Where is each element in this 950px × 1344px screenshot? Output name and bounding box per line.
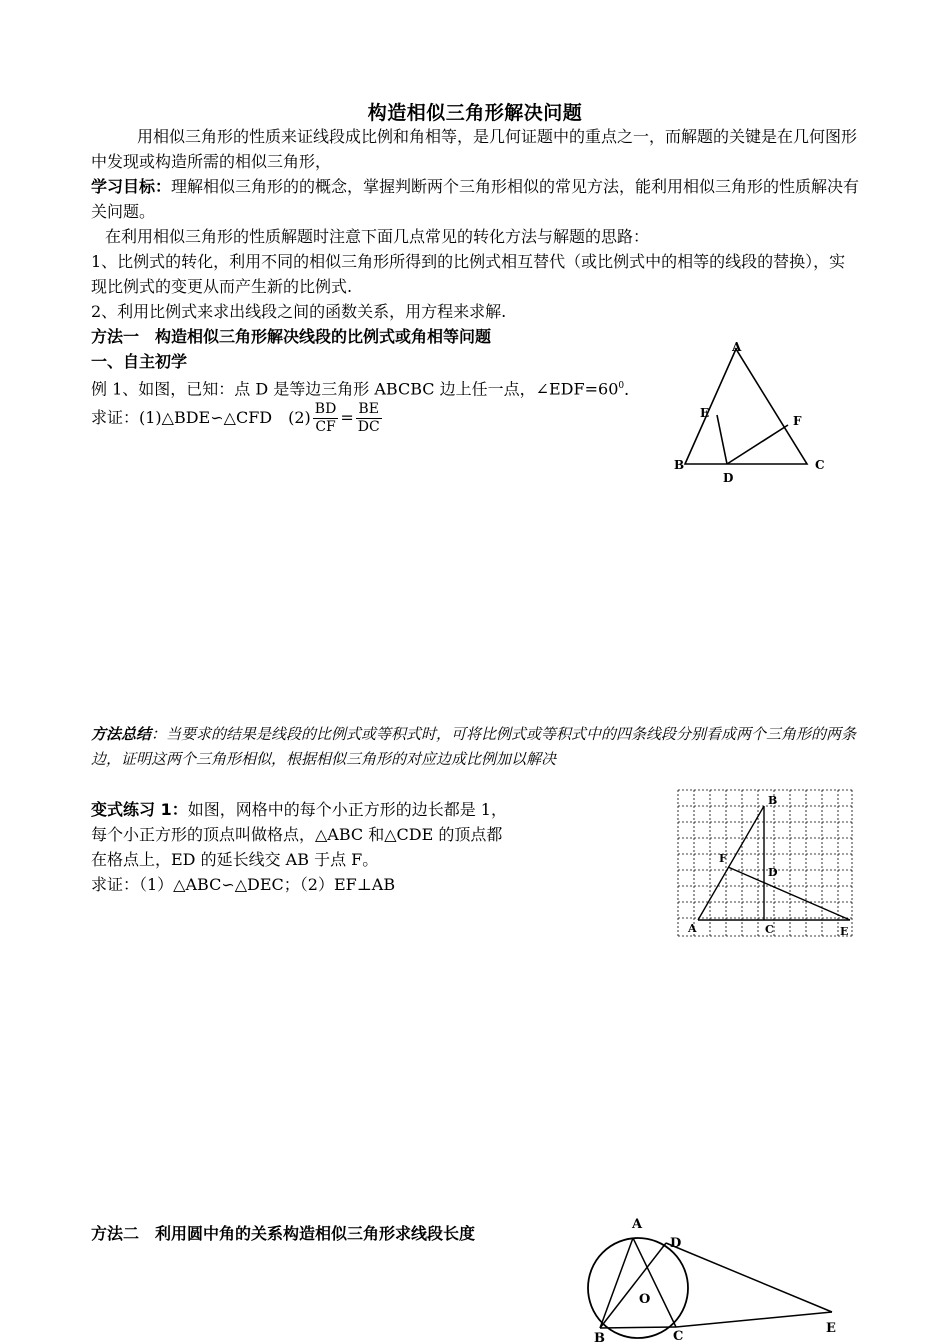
fig2-label-d: D <box>768 866 778 879</box>
equilateral-triangle-figure <box>665 335 840 495</box>
fig2-label-a: A <box>688 922 697 935</box>
fraction-bd-cf <box>313 401 339 436</box>
section-1-heading: 一、自主初学 <box>91 352 188 371</box>
method-1-heading: 方法一 构造相似三角形解决线段的比例式或角相等问题 <box>91 327 492 346</box>
variant-exercise-1 <box>91 797 611 897</box>
goal-label: 学习目标： <box>91 177 172 196</box>
prove-label: 求证：(1)△BDE∽△CFD (2) <box>91 408 311 427</box>
example-1-end: ． <box>624 379 641 399</box>
fig3-label-c: C <box>673 1329 684 1344</box>
fraction-2-numerator: BE <box>356 401 382 419</box>
summary-text: ：当要求的结果是线段的比例式或等积式时，可将比例式或等积式中的四条线段分别看成两个三角形的两条边，证明这两个三角形相似，根据相似三角形的对应边成比例加以解决 <box>91 725 857 768</box>
variant-line-4: 求证：（1）△ABC∽△DEC；（2）EF⊥AB <box>91 875 396 894</box>
fraction-1-denominator: CF <box>315 419 336 435</box>
fig1-label-b: B <box>674 458 685 472</box>
circle-figure <box>580 1208 850 1344</box>
example-1-text: 例 1、如图，已知：点 D 是等边三角形 ABCBC 边上任一点，∠EDF=60 <box>91 379 619 399</box>
tip-intro: 在利用相似三角形的性质解题时注意下面几点常见的转化方法与解题的思路： <box>105 227 650 246</box>
fig3-label-a: A <box>632 1217 643 1232</box>
equals-sign: = <box>340 408 354 427</box>
fig1-label-f: F <box>793 414 802 428</box>
fraction-2-denominator: DC <box>357 419 380 435</box>
fig1-label-e: E <box>700 406 710 420</box>
variant-line-1-text: 如图，网格中的每个小正方形的边长都是 1， <box>187 800 507 819</box>
fig2-label-c: C <box>765 923 774 936</box>
fig1-label-c: C <box>815 458 825 472</box>
grid-lines <box>678 790 852 936</box>
tip-1: 1、比例式的转化，利用不同的相似三角形所得到的比例式相互替代（或比例式中的相等的线段的替换），实现比例式的变更从而产生新的比例式. <box>91 252 846 296</box>
degree-superscript: 0 <box>618 381 625 391</box>
page-title: 构造相似三角形解决问题 <box>367 102 583 124</box>
method-2-heading: 方法二 利用圆中角的关系构造相似三角形求线段长度 <box>91 1224 476 1243</box>
fig2-label-b: B <box>768 794 778 807</box>
fraction-1-numerator: BD <box>314 401 337 417</box>
variant-line-1 <box>91 797 611 822</box>
fig3-label-o: O <box>639 1292 651 1307</box>
tip-2: 2、利用比例式来求出线段之间的函数关系，用方程来求解. <box>91 302 507 321</box>
summary-label: 方法总结 <box>91 725 152 743</box>
fig2-label-e: E <box>840 925 849 938</box>
fig3-label-b: B <box>594 1331 605 1344</box>
intro-paragraph: 用相似三角形的性质来证线段成比例和角相等，是几何证题中的重点之一，而解题的关键是在几何图形中发现或构造所需的相似三角形， <box>91 127 858 171</box>
fig1-label-a: A <box>732 340 742 354</box>
prove-statement <box>91 401 671 436</box>
variant-line-2: 每个小正方形的顶点叫做格点，△ABC 和△CDE 的顶点都 <box>91 825 503 844</box>
learning-goal <box>91 174 861 224</box>
fig1-label-d: D <box>723 471 734 485</box>
example-1 <box>91 374 671 401</box>
method-summary <box>91 722 866 772</box>
variant-label: 变式练习 1： <box>91 800 188 819</box>
fig3-label-e: E <box>826 1321 836 1336</box>
fraction-be-dc <box>356 401 382 436</box>
fig2-label-f: F <box>719 852 727 865</box>
goal-text: 理解相似三角形的的概念，掌握判断两个三角形相似的常见方法，能利用相似三角形的性质解决有关问题。 <box>91 177 860 221</box>
grid-figure <box>670 782 860 942</box>
variant-line-3: 在格点上，ED 的延长线交 AB 于点 F。 <box>91 850 379 869</box>
fig3-label-d: D <box>670 1236 682 1251</box>
